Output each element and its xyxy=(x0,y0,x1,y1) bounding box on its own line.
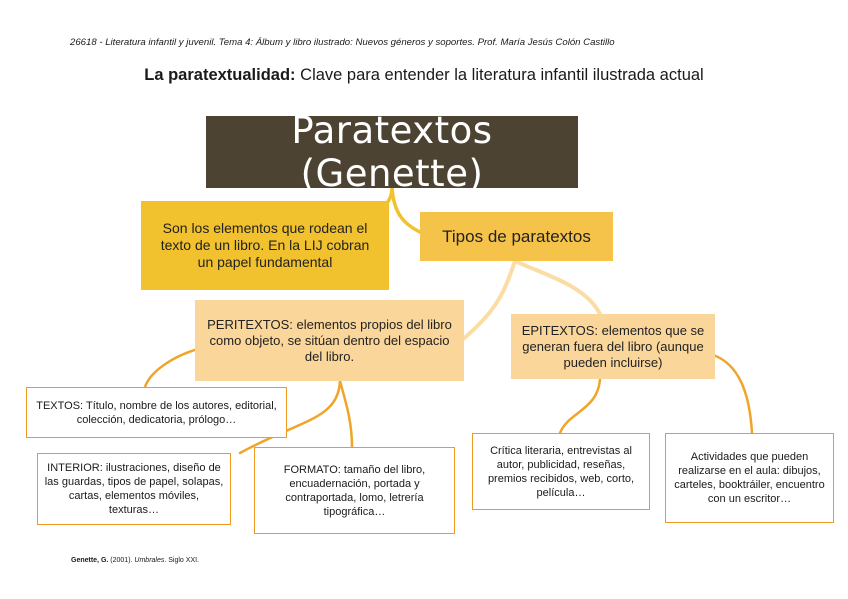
reference-publisher: . Siglo XXI. xyxy=(164,557,200,564)
reference-work: Umbrales xyxy=(134,557,165,564)
course-header: 26618 - Literatura infantil y juvenil. Tema 4: Álbum y libro ilustrado: Nuevos géneros y soportes. Prof. María Jesús Colón Castillo xyxy=(70,37,615,48)
title-rest: Clave para entender la literatura infantil ilustrada actual xyxy=(295,66,704,84)
reference-author: Genette, G. xyxy=(71,557,109,564)
peritextos-box: PERITEXTOS: elementos propios del libro como objeto, se sitúan dentro del espacio del libro. xyxy=(195,300,464,381)
definition-box: Son los elementos que rodean el texto de un libro. En la LIJ cobran un papel fundamental xyxy=(141,201,389,290)
connector-types-peritextos xyxy=(462,261,515,340)
types-box: Tipos de paratextos xyxy=(420,212,613,261)
textos-box: TEXTOS: Título, nombre de los autores, editorial, colección, dedicatoria, prólogo… xyxy=(26,387,287,438)
reference-year: (2001). xyxy=(108,557,135,564)
main-title-box: Paratextos (Genette) xyxy=(206,116,578,188)
formato-box: FORMATO: tamaño del libro, encuadernación, portada y contraportada, lomo, letrería tipográfica… xyxy=(254,447,455,534)
interior-box: INTERIOR: ilustraciones, diseño de las guardas, tipos de papel, solapas, cartas, elementos móviles, texturas… xyxy=(37,453,231,525)
reference xyxy=(71,557,199,564)
connector-epi-actividades xyxy=(713,355,752,433)
connector-epi-critica xyxy=(560,379,600,433)
title-bold-part: La paratextualidad: xyxy=(144,66,296,84)
actividades-box: Actividades que pueden realizarse en el aula: dibujos, carteles, booktráiler, encuentro con un escritor… xyxy=(665,433,834,523)
connector-types-epitextos xyxy=(515,261,600,314)
epitextos-box: EPITEXTOS: elementos que se generan fuera del libro (aunque pueden incluirse) xyxy=(511,314,715,379)
connector-peri-formato xyxy=(340,381,352,447)
critica-box: Crítica literaria, entrevistas al autor, publicidad, reseñas, premios recibidos, web, corto, película… xyxy=(472,433,650,510)
